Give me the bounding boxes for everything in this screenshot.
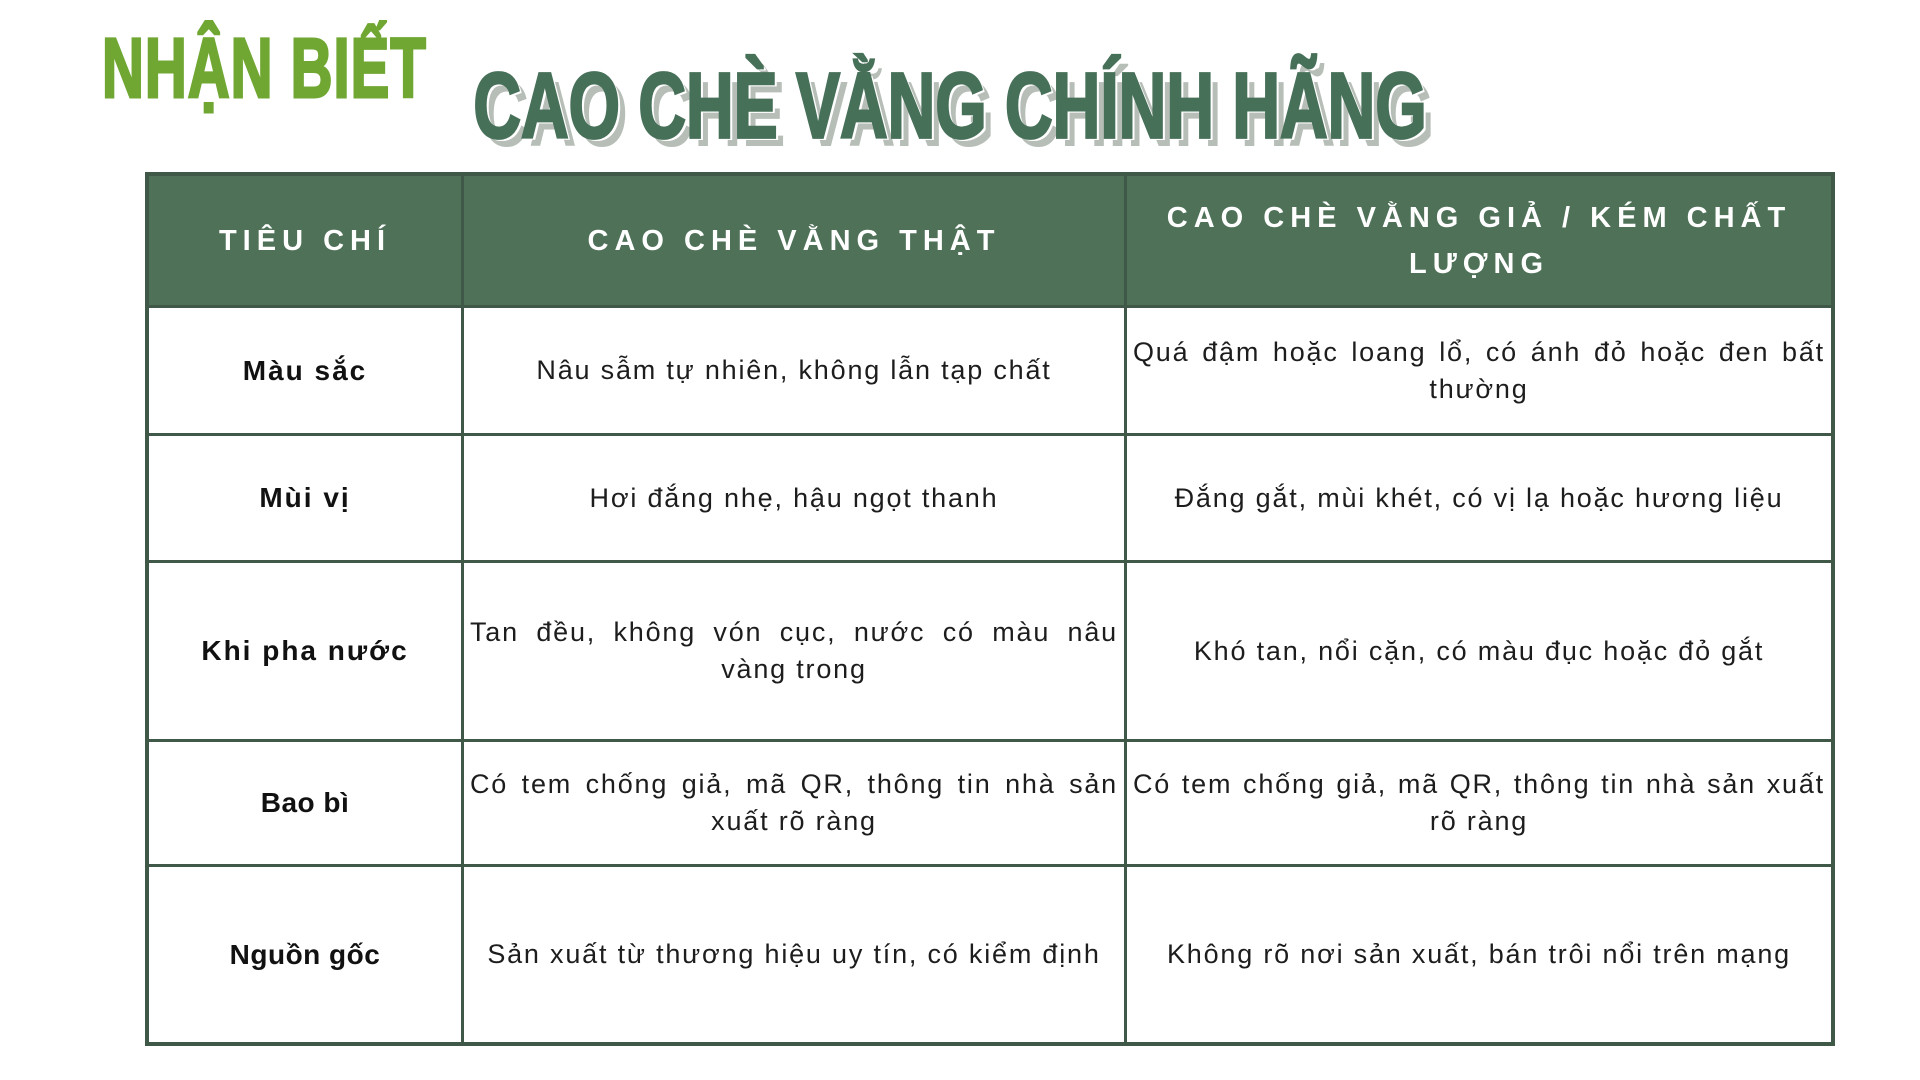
row-label-mixing: Khi pha nước [149, 563, 461, 739]
cell-fake-packaging: Có tem chống giả, mã QR, thông tin nhà sản xuất rõ ràng [1133, 769, 1825, 836]
cell-fake-origin: Không rõ nơi sản xuất, bán trôi nổi trên mạng [1166, 939, 1792, 969]
table-cell [464, 742, 1124, 864]
cell-authentic-color: Nâu sẫm tự nhiên, không lẫn tạp chất [536, 355, 1052, 385]
table-cell [464, 436, 1124, 560]
comparison-table [145, 172, 1835, 1046]
table-cell [464, 563, 1124, 739]
column-header-criteria: TIÊU CHÍ [149, 176, 461, 305]
row-label-taste: Mùi vị [149, 436, 461, 560]
column-header-authentic: CAO CHÈ VẰNG THẬT [464, 176, 1124, 305]
cell-authentic-taste: Hơi đắng nhẹ, hậu ngọt thanh [589, 482, 999, 513]
column-header-fake: CAO CHÈ VẰNG GIẢ / KÉM CHẤT LƯỢNG [1127, 176, 1831, 305]
cell-authentic-packaging: Có tem chống giả, mã QR, thông tin nhà sản xuất rõ ràng [470, 769, 1118, 836]
table-cell [1127, 867, 1831, 1042]
row-label-color: Màu sắc [149, 308, 461, 433]
kicker-heading: NHẬN BIẾT [102, 21, 427, 116]
table-cell [1127, 308, 1831, 433]
cell-fake-taste: Đắng gắt, mùi khét, có vị lạ hoặc hương liệu [1174, 482, 1784, 513]
cell-fake-mixing: Khó tan, nổi cặn, có màu đục hoặc đỏ gắt [1193, 635, 1765, 666]
cell-authentic-origin: Sản xuất từ thương hiệu uy tín, có kiểm định [487, 939, 1101, 969]
cell-fake-color: Quá đậm hoặc loang lổ, có ánh đỏ hoặc đen bất thường [1133, 336, 1825, 404]
table-cell [1127, 563, 1831, 739]
table-cell [464, 867, 1124, 1042]
table-cell [464, 308, 1124, 433]
table-cell [1127, 436, 1831, 560]
row-label-origin: Nguồn gốc [149, 867, 461, 1042]
table-cell [1127, 742, 1831, 864]
cell-authentic-mixing: Tan đều, không vón cục, nước có màu nâu vàng trong [470, 617, 1118, 684]
page-title: CAO CHÈ VẰNG CHÍNH HÃNG [473, 53, 1427, 157]
row-label-packaging: Bao bì [149, 742, 461, 864]
